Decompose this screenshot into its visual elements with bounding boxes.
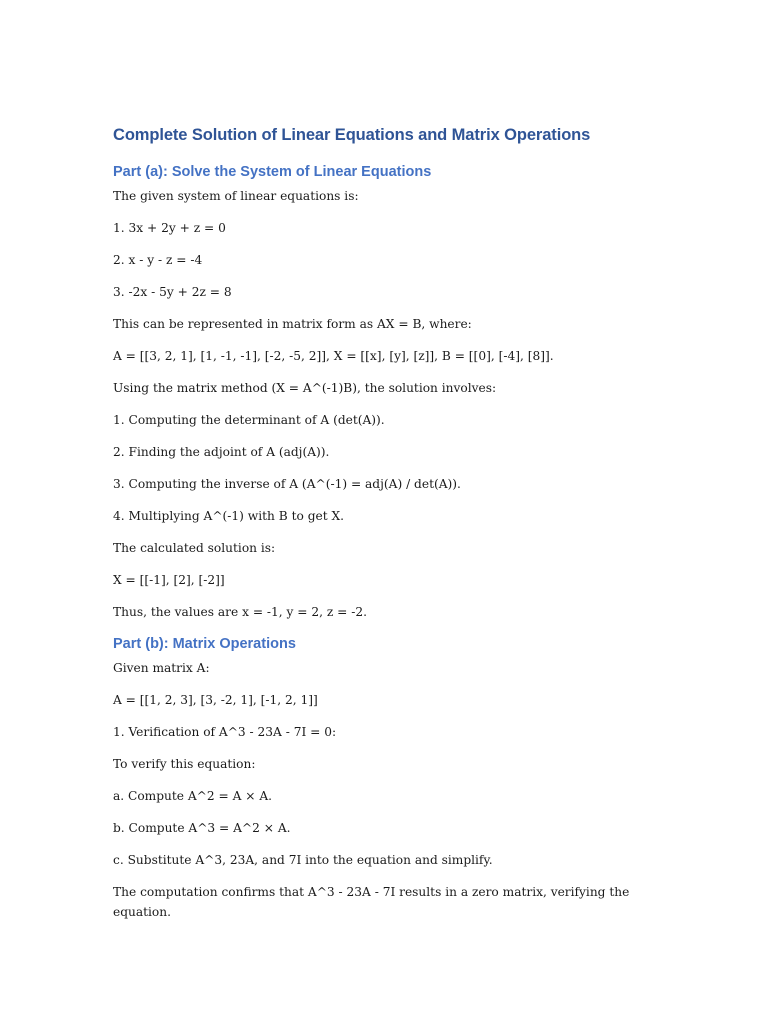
- paragraph: b. Compute A^3 = A^2 × A.: [113, 821, 291, 835]
- paragraph: c. Substitute A^3, 23A, and 7I into the equation and simplify.: [113, 853, 493, 867]
- paragraph: 1. Verification of A^3 - 23A - 7I = 0:: [113, 725, 337, 739]
- paragraph: Given matrix A:: [113, 661, 210, 675]
- paragraph: 1. Computing the determinant of A (det(A)).: [113, 413, 385, 427]
- paragraph: This can be represented in matrix form as AX = B, where:: [113, 317, 472, 331]
- paragraph: 3. Computing the inverse of A (A^(-1) = adj(A) / det(A)).: [113, 477, 461, 491]
- paragraph: The calculated solution is:: [113, 541, 276, 555]
- document-content: [113, 124, 633, 934]
- paragraph: 2. Finding the adjoint of A (adj(A)).: [113, 445, 330, 459]
- paragraph: 3. -2x - 5y + 2z = 8: [113, 285, 232, 299]
- part-a-body: [113, 186, 633, 622]
- part-a-heading: Part (a): Solve the System of Linear Equations: [113, 164, 432, 180]
- paragraph: Thus, the values are x = -1, y = 2, z = -2.: [113, 605, 368, 619]
- paragraph: The given system of linear equations is:: [113, 189, 359, 203]
- paragraph: The computation confirms that A^3 - 23A - 7I results in a zero matrix, verifying the equation.: [113, 885, 630, 919]
- paragraph: 4. Multiplying A^(-1) with B to get X.: [113, 509, 345, 523]
- paragraph: A = [[3, 2, 1], [1, -1, -1], [-2, -5, 2]], X = [[x], [y], [z]], B = [[0], [-4], [8]].: [113, 349, 554, 363]
- paragraph: 1. 3x + 2y + z = 0: [113, 221, 226, 235]
- paragraph: Using the matrix method (X = A^(-1)B), the solution involves:: [113, 381, 497, 395]
- paragraph: A = [[1, 2, 3], [3, -2, 1], [-1, 2, 1]]: [113, 693, 318, 707]
- part-b-heading: Part (b): Matrix Operations: [113, 636, 296, 652]
- paragraph: To verify this equation:: [113, 757, 256, 771]
- part-b-body: [113, 658, 633, 922]
- paragraph: 2. x - y - z = -4: [113, 253, 203, 267]
- paragraph: a. Compute A^2 = A × A.: [113, 789, 273, 803]
- paragraph: X = [[-1], [2], [-2]]: [113, 573, 225, 587]
- document-title: Complete Solution of Linear Equations and Matrix Operations: [113, 126, 591, 144]
